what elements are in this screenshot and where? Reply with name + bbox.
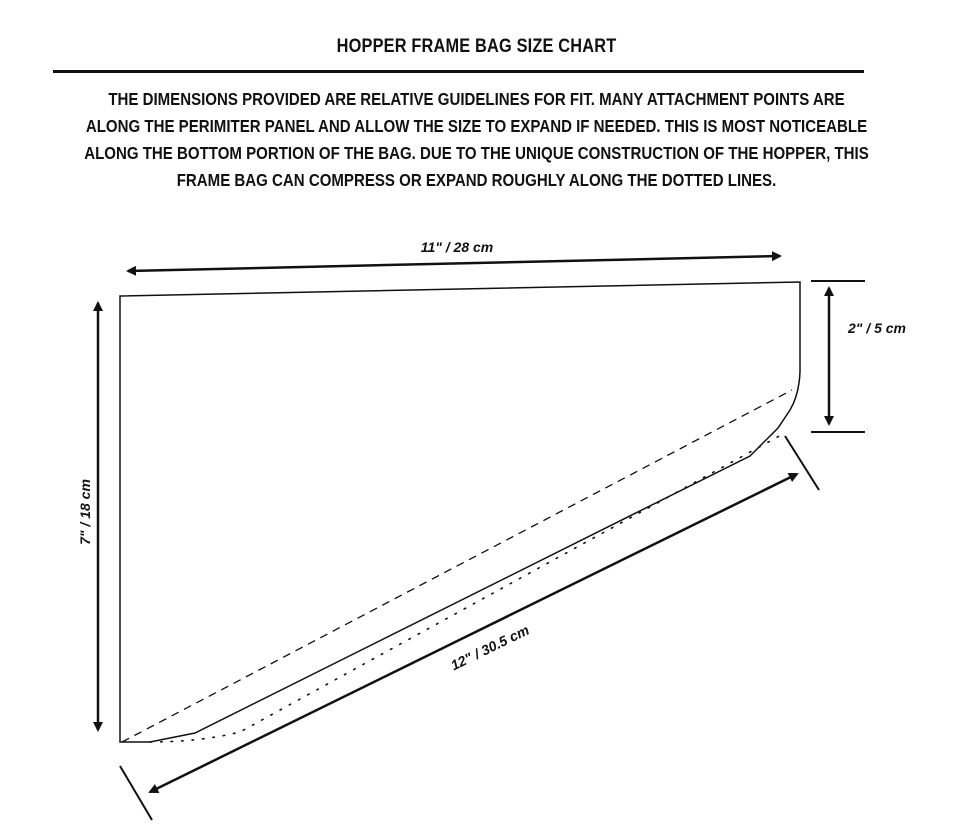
fit-description: THE DIMENSIONS PROVIDED ARE RELATIVE GUIDELINES FOR FIT. MANY ATTACHMENT POINTS ARE ALONG THE PERIMITER PANEL AND ALLOW THE SIZE TO EXPAND IF NEEDED. THIS IS MOST NOTICEABLE ALONG THE BOTTOM PORTION OF THE BAG. DUE TO THE UNIQUE CONSTRUCTION OF THE HOPPER, THIS FRAME BAG CAN COMPRESS OR EXPAND ROUGHLY ALONG THE DOTTED LINES. [84,89,869,190]
top-dimension-arrow [128,256,780,271]
chart-title: HOPPER FRAME BAG SIZE CHART [336,36,617,57]
right-dimension-label: 2" / 5 cm [847,320,907,336]
bottom-left-tick [120,766,152,820]
top-dimension-label: 11" / 28 cm [420,239,494,255]
bottom-right-tick [785,436,819,490]
bag-outline [120,282,800,742]
bottom-dimension-arrow [150,474,797,792]
left-dimension-label: 7" / 18 cm [77,479,93,545]
dotted-expansion-line [150,434,783,742]
dashed-compression-line [122,390,792,742]
bottom-dimension-label: 12" / 30.5 cm [447,621,532,674]
